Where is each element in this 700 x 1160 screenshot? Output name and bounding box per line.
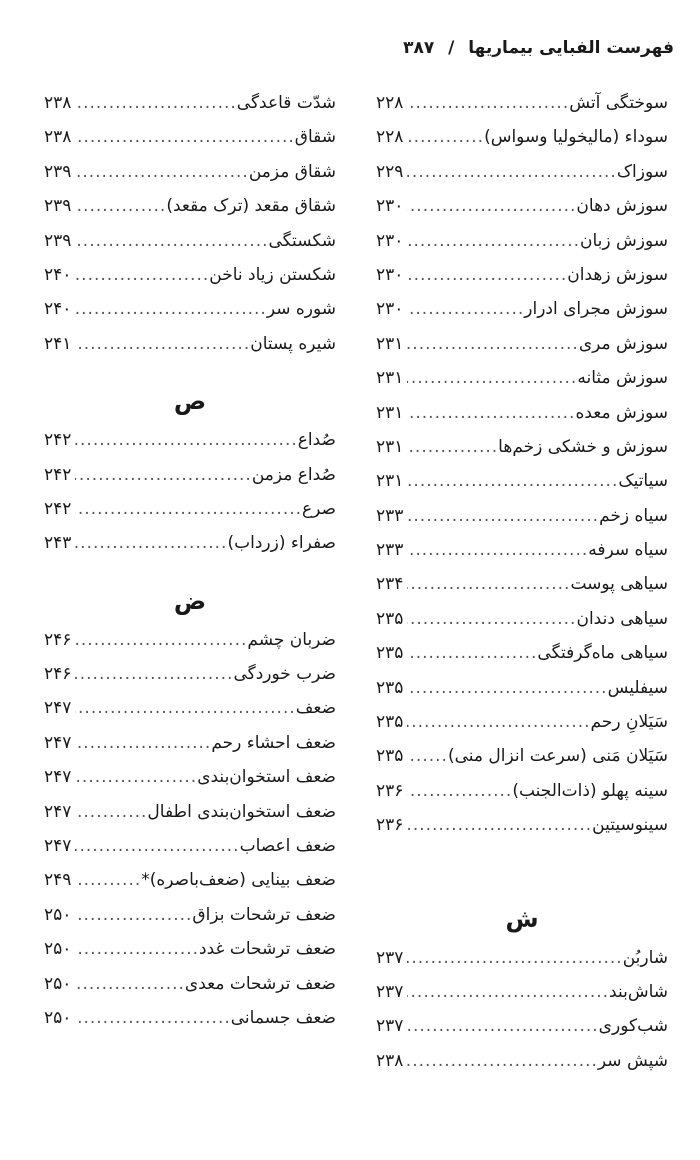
index-entry	[376, 808, 668, 842]
leader-dots	[75, 657, 233, 691]
entry-term: ضرب خوردگی	[233, 664, 336, 685]
leader-dots	[75, 155, 248, 189]
leader-dots	[407, 292, 524, 326]
entry-term: شکستگی	[268, 230, 336, 251]
index-entry	[44, 526, 336, 560]
entry-term: ضعف ترشحات بزاق	[192, 904, 336, 925]
running-head-title: فهرست الفبایی بیماریها	[468, 38, 674, 58]
entry-term: سوزاک	[616, 161, 668, 182]
entry-term: سوزش مجرای ادرار	[524, 299, 668, 320]
page-number: ۳۸۷	[403, 38, 435, 58]
index-entry	[44, 898, 336, 932]
index-entry	[376, 975, 668, 1009]
index-entry	[376, 292, 668, 326]
index-entry	[44, 292, 336, 326]
leader-dots	[75, 120, 294, 154]
entry-page-number: ۲۳۹	[44, 230, 72, 251]
index-entry	[376, 464, 668, 498]
entry-term: صفراء (زرداب)	[227, 533, 336, 554]
leader-dots	[75, 691, 295, 725]
entry-page-number: ۲۳۸	[44, 127, 72, 148]
leader-dots	[75, 760, 197, 794]
entry-term: سینوسیتین	[592, 815, 668, 836]
index-entry	[44, 120, 336, 154]
entry-term: سیفلیس	[607, 677, 668, 698]
entry-term: شیره پستان	[250, 333, 336, 354]
index-column-left	[44, 86, 336, 1035]
entry-term: شقاق	[294, 127, 336, 148]
entry-term: سیاهی ماه‌گرفتگی	[537, 643, 668, 664]
entry-page-number: ۲۳۵	[376, 712, 404, 733]
leader-dots	[407, 155, 616, 189]
leader-dots	[75, 623, 247, 657]
index-entry	[376, 224, 668, 258]
entry-term: شوره سر	[266, 299, 336, 320]
leader-dots	[407, 671, 607, 705]
entry-page-number: ۲۳۱	[376, 436, 404, 457]
index-entry	[44, 458, 336, 492]
entry-term: صُداع	[297, 430, 336, 451]
leader-dots	[407, 705, 590, 739]
leader-dots	[75, 932, 199, 966]
entry-term: صُداع مزمن	[251, 464, 336, 485]
leader-dots	[407, 533, 588, 567]
index-entry	[44, 691, 336, 725]
leader-dots	[407, 189, 576, 223]
leader-dots	[407, 1009, 598, 1043]
leader-dots	[75, 526, 227, 560]
leader-dots	[407, 774, 512, 808]
index-entry	[44, 829, 336, 863]
leader-dots	[75, 1001, 230, 1035]
entry-term: سوزش زهدان	[567, 264, 668, 285]
leader-dots	[75, 292, 266, 326]
leader-dots	[407, 499, 599, 533]
index-entry	[376, 636, 668, 670]
entry-page-number: ۲۳۰	[376, 299, 404, 320]
index-entry	[376, 361, 668, 395]
leader-dots	[75, 423, 297, 457]
leader-dots	[407, 396, 575, 430]
entry-page-number: ۲۵۰	[44, 973, 72, 994]
leader-dots	[75, 458, 251, 492]
leader-dots	[407, 258, 567, 292]
entry-page-number: ۲۳۶	[376, 780, 404, 801]
entry-term: سوداء (مالیخولیا وسواس)	[484, 127, 668, 148]
running-head-separator: /	[448, 38, 455, 58]
entry-page-number: ۲۴۷	[44, 801, 72, 822]
index-entry	[376, 430, 668, 464]
entry-page-number: ۲۳۰	[376, 196, 404, 217]
entry-term: شقاق مزمن	[248, 161, 336, 182]
index-entry	[44, 623, 336, 657]
index-entry	[376, 671, 668, 705]
entry-term: سَیَلانِ رحم	[590, 712, 668, 733]
leader-dots	[75, 258, 209, 292]
entry-page-number: ۲۳۰	[376, 264, 404, 285]
leader-dots	[75, 327, 250, 361]
index-entry	[376, 155, 668, 189]
leader-dots	[75, 492, 302, 526]
entry-term: ضربان چشم	[247, 629, 336, 650]
entry-page-number: ۲۳۱	[376, 333, 404, 354]
entry-term: شپش سر	[597, 1050, 668, 1071]
index-entry	[376, 602, 668, 636]
entry-term: ضعف ترشحات معدی	[184, 973, 336, 994]
leader-dots	[75, 863, 141, 897]
index-entry	[376, 86, 668, 120]
entry-page-number: ۲۳۶	[376, 815, 404, 836]
index-entry	[376, 1044, 668, 1078]
entry-term: ضعف ترشحات غدد	[199, 939, 336, 960]
entry-term: سیاهی پوست	[570, 574, 668, 595]
entry-term: ضعف جسمانی	[230, 1007, 336, 1028]
entry-term: شاش‌بند	[609, 981, 668, 1002]
entry-page-number: ۲۴۲	[44, 430, 72, 451]
entry-term: سیاهی دندان	[576, 608, 668, 629]
entry-term: سوزش و خشکی زخم‌ها	[498, 436, 668, 457]
index-entry	[376, 739, 668, 773]
leader-dots	[407, 602, 576, 636]
entry-page-number: ۲۲۹	[376, 161, 404, 182]
entry-term: شب‌کوری	[598, 1016, 668, 1037]
entry-page-number: ۲۵۰	[44, 939, 72, 960]
entry-page-number: ۲۴۲	[44, 464, 72, 485]
entry-term: سیاه زخم	[599, 505, 668, 526]
entry-term: شقاق مقعد (ترک مقعد)	[166, 196, 336, 217]
entry-page-number: ۲۳۸	[376, 1050, 404, 1071]
index-entry	[376, 258, 668, 292]
entry-page-number: ۲۳۰	[376, 230, 404, 251]
index-entry	[44, 1001, 336, 1035]
index-entry	[376, 567, 668, 601]
leader-dots	[75, 829, 239, 863]
entry-page-number: ۲۳۳	[376, 540, 404, 561]
entry-page-number: ۲۳۴	[376, 574, 404, 595]
leader-dots	[407, 941, 622, 975]
index-entry	[44, 189, 336, 223]
entry-page-number: ۲۴۷	[44, 767, 72, 788]
index-entry	[44, 726, 336, 760]
leader-dots	[75, 795, 147, 829]
leader-dots	[75, 967, 185, 1001]
entry-page-number: ۲۳۵	[376, 608, 404, 629]
leader-dots	[407, 120, 484, 154]
entry-term: سیاه سرفه	[588, 540, 668, 561]
section-letter-heading: ص	[173, 387, 207, 416]
entry-term: صرع	[302, 498, 336, 519]
entry-term: سوزش مری	[578, 333, 668, 354]
entry-term: سوزش دهان	[576, 196, 668, 217]
leader-dots	[407, 567, 570, 601]
index-entry	[376, 396, 668, 430]
section-spacer	[376, 843, 668, 879]
entry-page-number: ۲۴۶	[44, 629, 72, 650]
index-entry	[44, 967, 336, 1001]
entry-term: ضعف اعصاب	[239, 836, 336, 857]
entry-term: سوزش زبان	[580, 230, 668, 251]
index-entry	[44, 795, 336, 829]
entry-page-number: ۲۳۱	[376, 368, 404, 389]
leader-dots	[407, 327, 578, 361]
section-letter-heading: ش	[505, 904, 539, 933]
entry-page-number: ۲۴۷	[44, 836, 72, 857]
leader-dots	[407, 739, 448, 773]
entry-page-number: ۲۴۲	[44, 498, 72, 519]
index-entry	[44, 258, 336, 292]
entry-page-number: ۲۳۱	[376, 402, 404, 423]
entry-term: سوزش مثانه	[577, 368, 668, 389]
leader-dots	[75, 726, 211, 760]
index-entry	[376, 327, 668, 361]
leader-dots	[407, 1044, 598, 1078]
entry-term: سیاتیک	[618, 471, 668, 492]
index-entry	[44, 86, 336, 120]
index-entry	[44, 155, 336, 189]
entry-page-number: ۲۳۳	[376, 505, 404, 526]
entry-term: سوزش معده	[575, 402, 668, 423]
index-entry	[376, 941, 668, 975]
entry-term: ضعف بینایی (ضعف‌باصره)*	[141, 870, 336, 891]
index-entry	[44, 657, 336, 691]
entry-page-number: ۲۳۷	[376, 1016, 404, 1037]
entry-term: سَیَلان مَنی (سرعت انزال منی)	[447, 746, 668, 767]
leader-dots	[407, 808, 592, 842]
entry-term: ضعف استخوان‌بندی	[197, 767, 336, 788]
entry-page-number: ۲۳۹	[44, 161, 72, 182]
entry-term: ضعف	[295, 698, 336, 719]
entry-page-number: ۲۳۵	[376, 643, 404, 664]
running-head	[403, 38, 674, 58]
leader-dots	[75, 86, 236, 120]
entry-page-number: ۲۴۳	[44, 533, 72, 554]
entry-term: ضعف احشاء رحم	[211, 732, 336, 753]
leader-dots	[407, 636, 537, 670]
entry-page-number: ۲۳۵	[376, 677, 404, 698]
entry-page-number: ۲۳۱	[376, 471, 404, 492]
leader-dots	[407, 975, 609, 1009]
entry-page-number: ۲۴۰	[44, 264, 72, 285]
entry-page-number: ۲۳۷	[376, 981, 404, 1002]
entry-page-number: ۲۴۷	[44, 698, 72, 719]
index-entry	[44, 760, 336, 794]
entry-term: سینه پهلو (ذات‌الجنب)	[512, 780, 668, 801]
leader-dots	[407, 430, 498, 464]
entry-page-number: ۲۳۵	[376, 746, 404, 767]
index-entry	[376, 705, 668, 739]
leader-dots	[407, 464, 618, 498]
leader-dots	[75, 224, 268, 258]
entry-page-number: ۲۳۸	[44, 93, 72, 113]
index-entry	[44, 932, 336, 966]
page-header	[0, 34, 700, 64]
index-entry	[376, 499, 668, 533]
index-entry	[376, 774, 668, 808]
entry-page-number: ۲۴۱	[44, 333, 72, 354]
index-entry	[376, 120, 668, 154]
leader-dots	[407, 361, 577, 395]
leader-dots	[75, 189, 166, 223]
entry-term: سوختگی آتش	[569, 93, 668, 113]
index-entry	[376, 189, 668, 223]
entry-term: شکستن زیاد ناخن	[209, 264, 336, 285]
index-entry	[44, 224, 336, 258]
entry-term: شدّت قاعدگی	[236, 93, 336, 113]
leader-dots	[75, 898, 192, 932]
entry-page-number: ۲۵۰	[44, 904, 72, 925]
entry-term: شاربُن	[622, 947, 668, 968]
entry-page-number: ۲۲۸	[376, 127, 404, 148]
section-letter-heading: ض	[173, 586, 207, 615]
entry-term: ضعف استخوان‌بندی اطفال	[147, 801, 336, 822]
entry-page-number: ۲۲۸	[376, 93, 404, 113]
index-entry	[44, 863, 336, 897]
entry-page-number: ۲۴۰	[44, 299, 72, 320]
index-entry	[44, 492, 336, 526]
entry-page-number: ۲۵۰	[44, 1007, 72, 1028]
index-entry	[44, 423, 336, 457]
entry-page-number: ۲۳۷	[376, 947, 404, 968]
entry-page-number: ۲۴۷	[44, 732, 72, 753]
index-column-right	[376, 86, 668, 1078]
index-entry	[376, 533, 668, 567]
index-entry	[376, 1009, 668, 1043]
entry-page-number: ۲۴۹	[44, 870, 72, 891]
leader-dots	[407, 86, 569, 120]
entry-page-number: ۲۴۶	[44, 664, 72, 685]
index-entry	[44, 327, 336, 361]
leader-dots	[407, 224, 580, 258]
entry-page-number: ۲۳۹	[44, 196, 72, 217]
